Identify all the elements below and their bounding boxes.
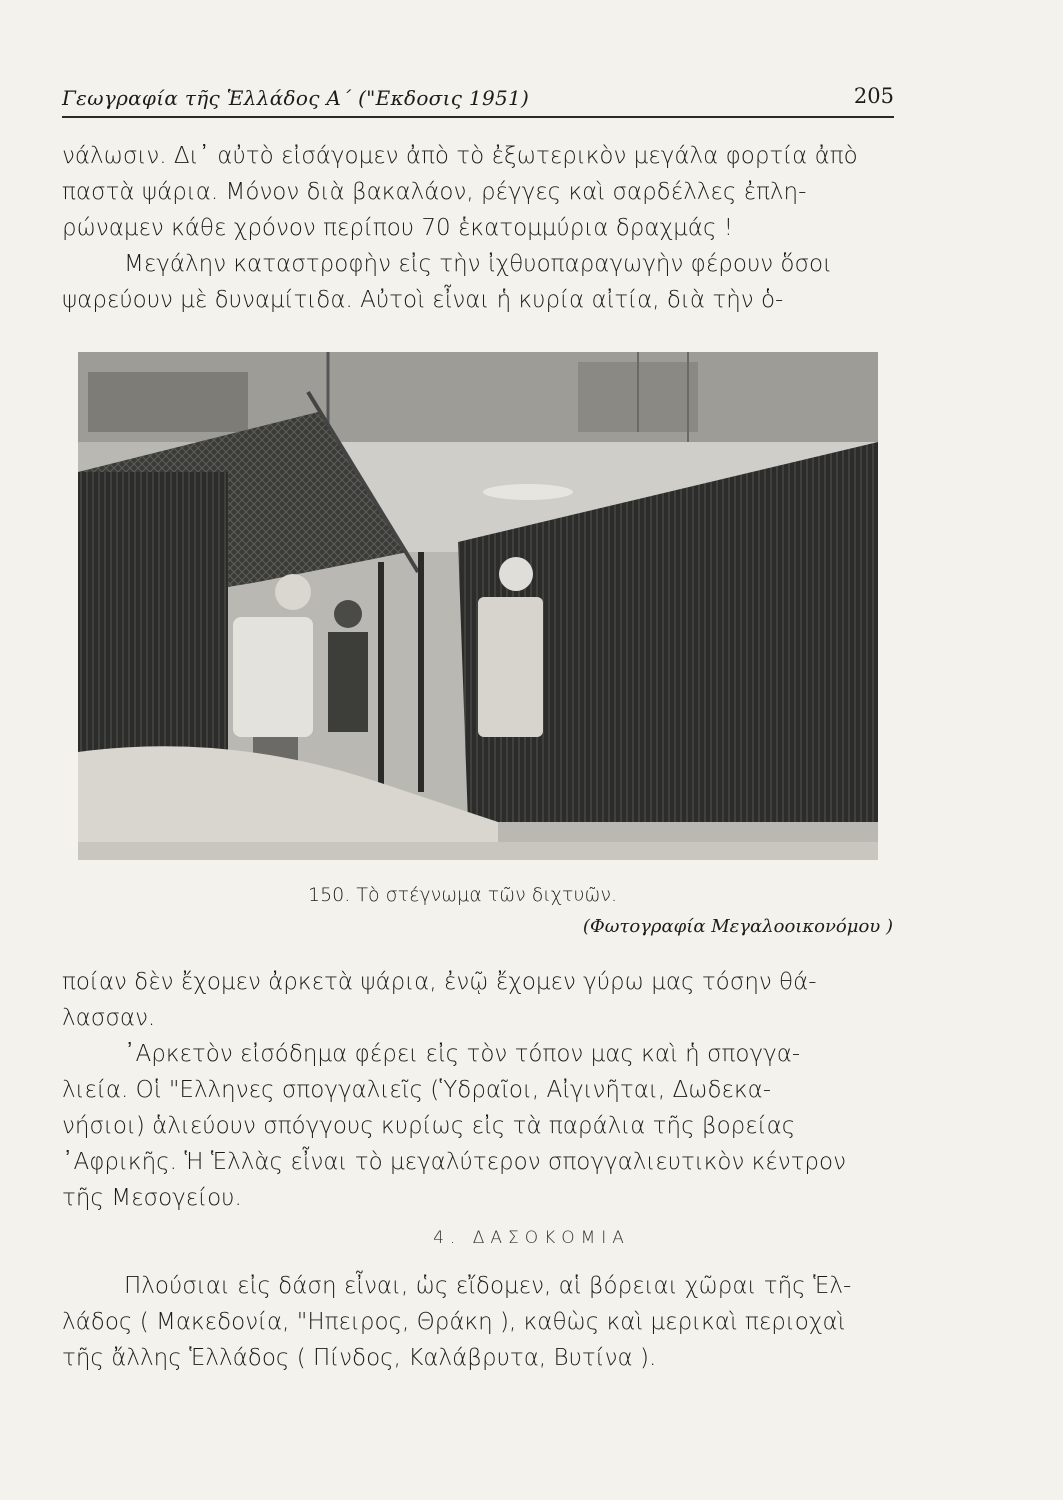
text-line: λασσαν.	[62, 1005, 156, 1031]
text-line: ψαρεύουν μὲ δυναμίτιδα. Αὐτοὶ εἶναι ἡ κυρία αἰτία, διὰ τὴν ὁ-	[62, 287, 784, 313]
text-line: λάδος ( Μακεδονία, "Ηπειρος, Θράκη ), καθὼς καὶ μερικαὶ περιοχαὶ	[62, 1309, 846, 1335]
text-line: νάλωσιν. Δι᾽ αὐτὸ εἰσάγομεν ἀπὸ τὸ ἐξωτερικὸν μεγάλα φορτία ἀπὸ	[62, 143, 858, 169]
text-line: Πλούσιαι εἰς δάση εἶναι, ὡς εἴδομεν, αἱ βόρειαι χῶραι τῆς Ἑλ-	[124, 1273, 852, 1299]
paragraph-sponge-fishing	[62, 964, 894, 1216]
text-line: λιεία. Οἱ "Ελληνες σπογγαλιεῖς (Ὑδραῖοι, Αἰγινῆται, Δωδεκα-	[62, 1077, 772, 1103]
figure-caption: 150. Τὸ στέγνωμα τῶν διχτυῶν.	[308, 884, 618, 906]
running-header	[62, 82, 894, 118]
paragraph-forestry	[62, 1268, 894, 1376]
paragraph-imports	[62, 138, 894, 318]
text-line: Μεγάλην καταστροφὴν εἰς τὴν ἰχθυοπαραγωγὴν φέρουν ὅσοι	[124, 251, 833, 277]
photo-illustration	[78, 352, 878, 860]
text-line: νήσιοι) ἁλιεύουν σπόγγους κυρίως εἰς τὰ παράλια τῆς βορείας	[62, 1113, 796, 1139]
book-title: Γεωγραφία τῆς Ἑλλάδος Α΄ ("Εκδοσις 1951)	[62, 86, 530, 110]
text-line: παστὰ ψάρια. Μόνον διὰ βακαλάον, ρέγγες καὶ σαρδέλλες ἐπλη-	[62, 179, 807, 205]
text-line: ρώναμεν κάθε χρόνον περίπου 70 ἑκατομμύρια δραχμάς !	[62, 215, 733, 241]
text-line: τῆς ἄλλης Ἑλλάδος ( Πίνδος, Καλάβρυτα, Βυτίνα ).	[62, 1345, 657, 1371]
text-line: ποίαν δὲν ἔχομεν ἀρκετὰ ψάρια, ἐνῷ ἔχομεν γύρω μας τόσην θά-	[62, 969, 817, 995]
net-drying-photo	[78, 352, 878, 860]
text-line: ᾽Αρκετὸν εἰσόδημα φέρει εἰς τὸν τόπον μας καὶ ἡ σπογγα-	[124, 1041, 801, 1067]
photo-credit: (Φωτογραφία Μεγαλοοικονόμου )	[582, 916, 893, 937]
text-line: ᾽Αφρικῆς. Ἡ Ἑλλὰς εἶναι τὸ μεγαλύτερον σπογγαλιευτικὸν κέντρον	[62, 1149, 846, 1175]
text-line: τῆς Μεσογείου.	[62, 1185, 242, 1211]
section-heading: 4. ΔΑΣΟΚΟΜΙΑ	[433, 1228, 630, 1248]
page-number: 205	[853, 84, 894, 108]
